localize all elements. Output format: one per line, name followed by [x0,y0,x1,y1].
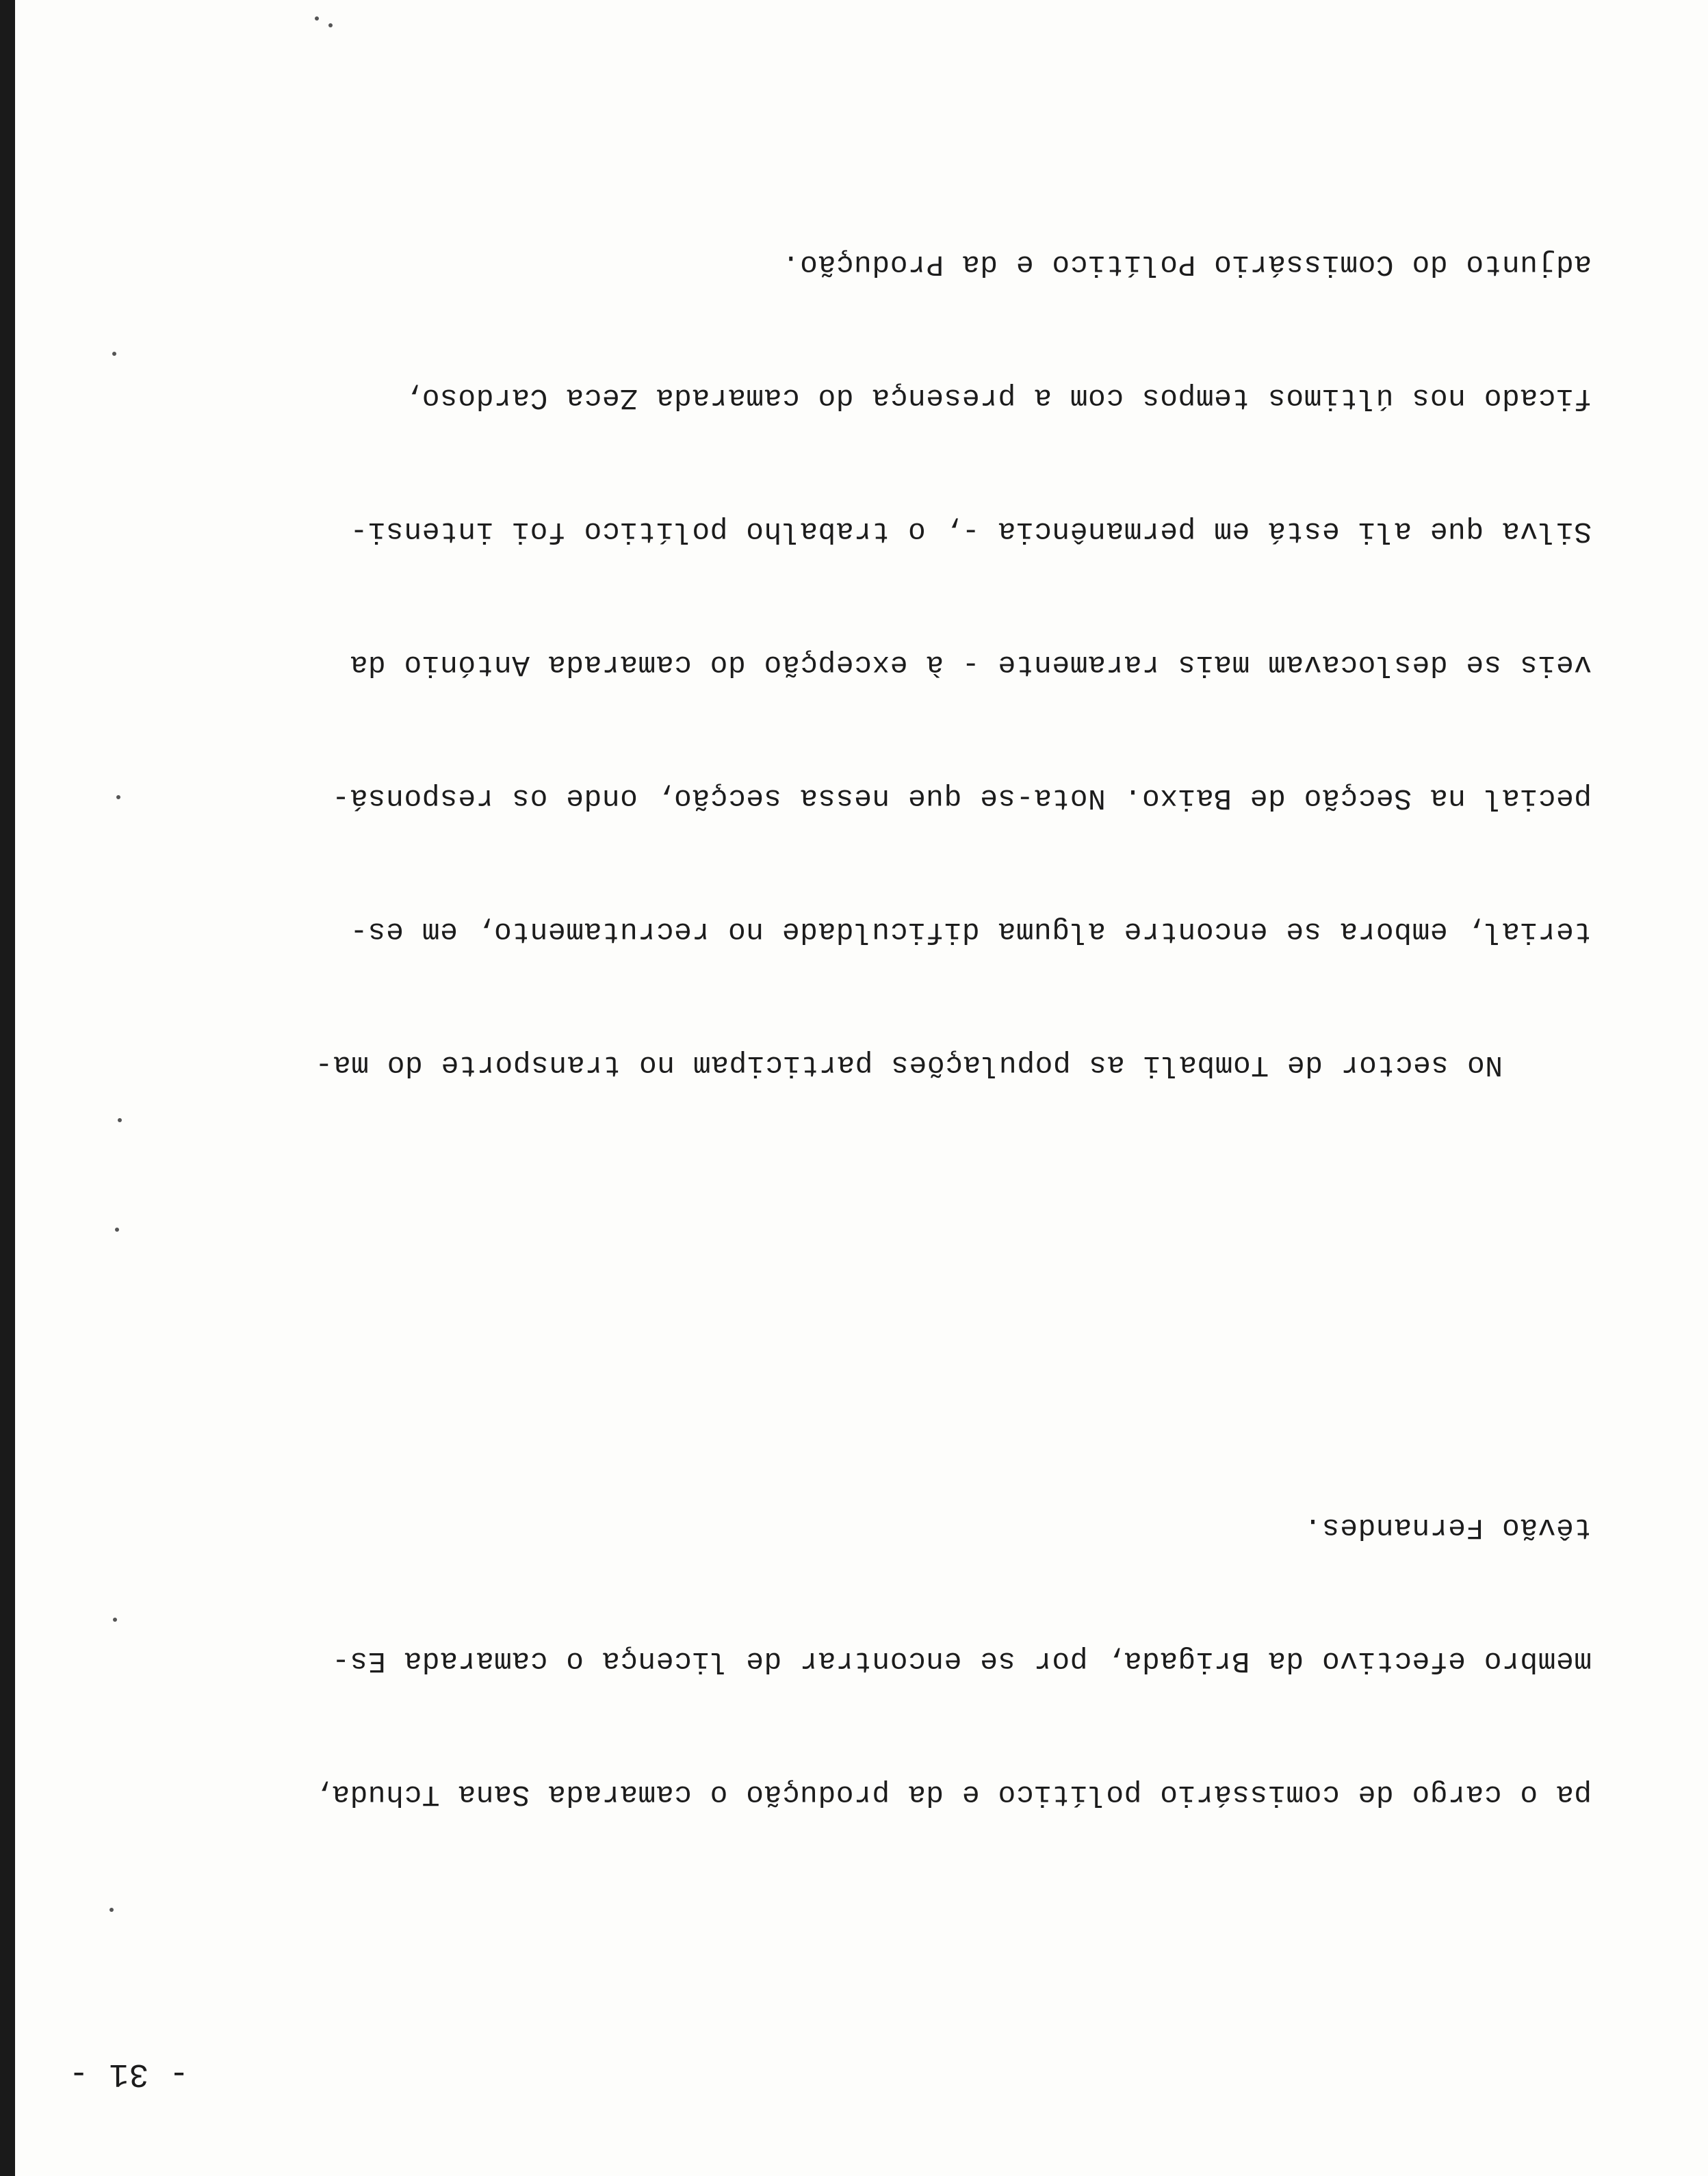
scan-speck [112,352,116,356]
scan-speck [113,1618,117,1622]
scan-speck [109,1908,114,1912]
scan-speck [315,16,319,21]
text-line: têvão Fernandes. [1304,1511,1592,1544]
text-line: No sector de Tombali as populações participam no transporte do ma- [314,1048,1503,1082]
text-line: veis se deslocavam mais raramente - à excepção do camarada António da [350,648,1592,682]
scan-edge [0,0,15,2176]
paragraph [45,1416,1592,1906]
text-line: Silva que ali está em permanência -, o trabalho político foi intensi- [350,515,1592,548]
scan-speck [115,1228,119,1232]
text-line: terial, embora se encontre alguma dificuldade no recrutamento, em es- [350,915,1592,948]
typed-text-body [45,0,1592,2039]
scan-speck [118,1118,122,1122]
text-line: pecial na Secção de Baixo. Nota-se que nessa secção, onde os responsá- [331,781,1592,815]
text-line: membro efectivo da Brigada, por se encontrar de licença o camarada Es- [331,1644,1592,1678]
scan-speck [116,795,120,799]
text-line: ficado nos últimos tempos com a presença do camarada Zeca Cardoso, [403,381,1592,415]
paragraph [45,153,1592,1176]
scan-speck [328,23,333,27]
page-number: - 31 - [68,2055,189,2092]
text-line: pa o cargo de comissário político e da produção o camarada Sana Tchuda, [313,1778,1592,1811]
text-line: adjunto do Comissário Político e da Produção. [781,248,1592,281]
